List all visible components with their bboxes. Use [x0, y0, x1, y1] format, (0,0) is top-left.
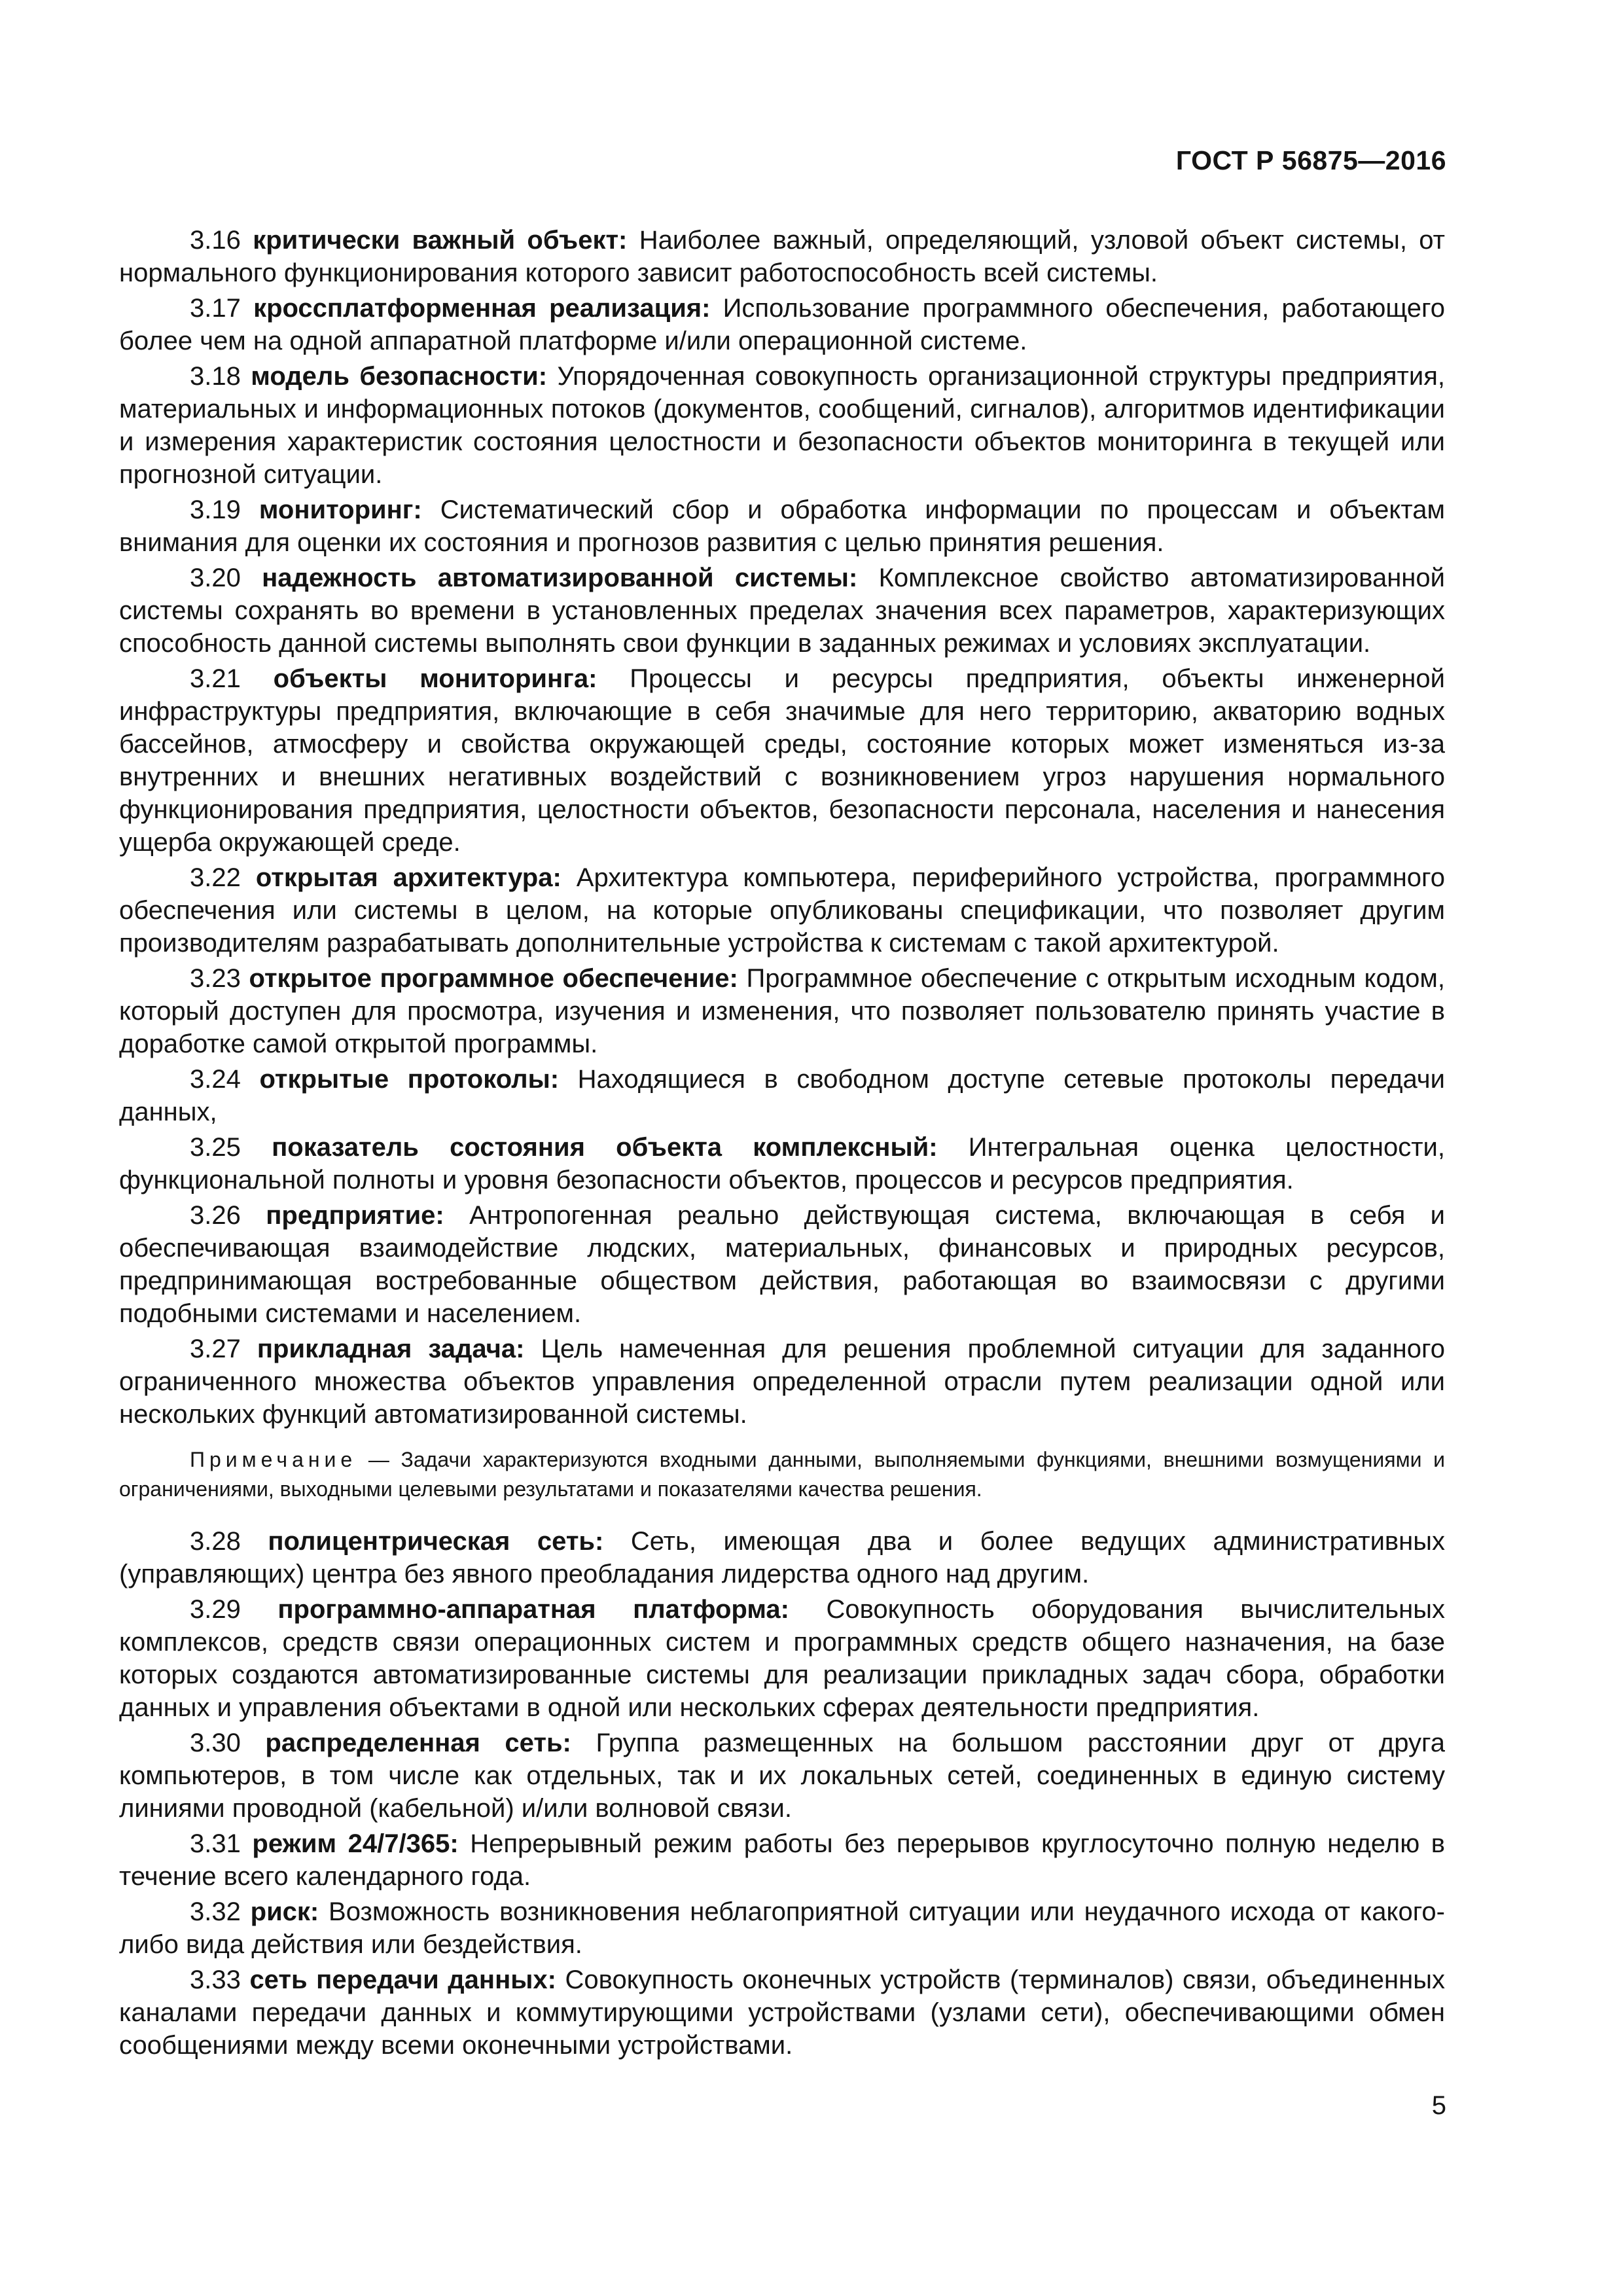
- term-title: предприятие:: [266, 1201, 444, 1230]
- term-definition: Наиболее важный, определяющий, узловой объект системы, от нормального функционирования которого зависит работоспособность всей системы.: [119, 226, 1445, 287]
- term-number: 3.16: [190, 226, 241, 255]
- term-number: 3.25: [190, 1133, 241, 1162]
- term-title: показатель состояния объекта комплексный:: [272, 1133, 938, 1162]
- term-title: режим 24/7/365:: [252, 1829, 459, 1858]
- term-entry-3-28: [119, 1525, 1445, 1590]
- note-block: [119, 1445, 1445, 1504]
- term-definition: Сеть, имеющая два и более ведущих административных (управляющих) центра без явного преобладания лидерства одного над другим.: [119, 1527, 1445, 1588]
- term-definition: Цель намеченная для решения проблемной ситуации для заданного ограниченного множества объектов управления определенной отрасли путем реализации одной или нескольких функций автоматизированной системы.: [119, 1335, 1445, 1429]
- term-definition: Процессы и ресурсы предприятия, объекты инженерной инфраструктуры предприятия, включающие в себя значимые для него территорию, акваторию водных бассейнов, атмосферу и свойства окружающей среды, состояние которых может изменяться из-за внутренних и внешних негативных воздействий с возникновением угроз нарушения нормального функционирования предприятия, целостности объектов, безопасности персонала, населения и нанесения ущерба окружающей среде.: [119, 664, 1445, 857]
- term-number: 3.32: [190, 1897, 241, 1926]
- term-title: сеть передачи данных:: [249, 1965, 556, 1994]
- term-definition: Использование программного обеспечения, работающего более чем на одной аппаратной платформе и/или операционной системе.: [119, 294, 1445, 355]
- term-entry-3-16: [119, 224, 1445, 289]
- term-entry-3-30: [119, 1727, 1445, 1825]
- term-number: 3.28: [190, 1527, 241, 1556]
- term-title: надежность автоматизированной системы:: [262, 564, 858, 592]
- note-label: Примечание: [190, 1448, 357, 1471]
- term-title: прикладная задача:: [257, 1335, 525, 1363]
- term-entry-3-27: [119, 1333, 1445, 1431]
- term-entry-3-29: [119, 1593, 1445, 1724]
- term-definition: Антропогенная реально действующая система, включающая в себя и обеспечивающая взаимодействие людских, материальных, финансовых и природных ресурсов, предпринимающая востребованные обществом действия, работающая во взаимосвязи с другими подобными системами и населением.: [119, 1201, 1445, 1328]
- term-entry-3-20: [119, 562, 1445, 660]
- term-definition: Архитектура компьютера, периферийного устройства, программного обеспечения или системы в целом, на которые опубликованы спецификации, что позволяет другим производителям разрабатывать дополнительные устройства к системам с такой архитектурой.: [119, 863, 1445, 958]
- term-title: кроссплатформенная реализация:: [253, 294, 711, 323]
- term-title: объекты мониторинга:: [273, 664, 597, 693]
- term-number: 3.30: [190, 1729, 241, 1757]
- term-definition: Упорядоченная совокупность организационной структуры предприятия, материальных и информационных потоков (документов, сообщений, сигналов), алгоритмов идентификации и измерения характеристик состояния целостности и безопасности объектов мониторинга в текущей или прогнозной ситуации.: [119, 362, 1445, 489]
- term-entry-3-25: [119, 1131, 1445, 1196]
- term-entry-3-19: [119, 493, 1445, 559]
- term-definition: Комплексное свойство автоматизированной системы сохранять во времени в установленных пределах значения всех параметров, характеризующих способность данной системы выполнять свои функции в заданных режимах и условиях эксплуатации.: [119, 564, 1445, 658]
- term-number: 3.17: [190, 294, 241, 323]
- term-number: 3.33: [190, 1965, 241, 1994]
- note-text: — Задачи характеризуются входными данными, выполняемыми функциями, внешними возмущениями и ограничениями, выходными целевыми результатами и показателями качества решения.: [119, 1448, 1446, 1501]
- term-number: 3.19: [190, 495, 241, 524]
- term-entry-3-18: [119, 360, 1445, 491]
- page-number: 5: [1431, 2091, 1446, 2120]
- term-title: открытая архитектура:: [255, 863, 562, 892]
- term-number: 3.26: [190, 1201, 241, 1230]
- term-entry-3-21: [119, 662, 1445, 859]
- term-definition: Группа размещенных на большом расстоянии друг от друга компьютеров, в том числе как отдельных, так и их локальных сетей, соединенных в единую систему линиями проводной (кабельной) и/или волновой связи.: [119, 1729, 1445, 1823]
- term-entry-3-17: [119, 292, 1445, 357]
- term-entry-3-32: [119, 1895, 1445, 1961]
- term-definition: Находящиеся в свободном доступе сетевые протоколы передачи данных,: [119, 1065, 1445, 1126]
- term-title: мониторинг:: [259, 495, 422, 524]
- term-number: 3.18: [190, 362, 241, 391]
- term-title: открытое программное обеспечение:: [249, 964, 738, 993]
- term-definition: Возможность возникновения неблагоприятной ситуации или неудачного исхода от какого-либо вида действия или бездействия.: [119, 1897, 1445, 1959]
- term-entry-3-23: [119, 962, 1445, 1060]
- term-entry-3-24: [119, 1063, 1445, 1128]
- term-number: 3.29: [190, 1595, 241, 1624]
- term-number: 3.27: [190, 1335, 241, 1363]
- document-header: ГОСТ Р 56875—2016: [1175, 145, 1446, 175]
- term-title: полицентрическая сеть:: [268, 1527, 604, 1556]
- term-entry-3-26: [119, 1199, 1445, 1330]
- term-number: 3.21: [190, 664, 241, 693]
- term-title: критически важный объект:: [253, 226, 628, 255]
- term-title: риск:: [250, 1897, 319, 1926]
- term-definition: Программное обеспечение с открытым исходным кодом, который доступен для просмотра, изучения и изменения, что позволяет пользователю принять участие в доработке самой открытой программы.: [119, 964, 1446, 1058]
- term-definition: Совокупность оконечных устройств (терминалов) связи, объединенных каналами передачи данных и коммутирующими устройствами (узлами сети), обеспечивающими обмен сообщениями между всеми оконечными устройствами.: [119, 1965, 1445, 2060]
- term-entry-3-31: [119, 1827, 1445, 1893]
- term-number: 3.31: [190, 1829, 241, 1858]
- term-number: 3.24: [190, 1065, 241, 1094]
- term-definition: Совокупность оборудования вычислительных комплексов, средств связи операционных систем и программных средств общего назначения, на базе которых создаются автоматизированные системы для реализации прикладных задач сбора, обработки данных и управления объектами в одной или нескольких сферах деятельности предприятия.: [119, 1595, 1445, 1722]
- term-entry-3-22: [119, 861, 1445, 960]
- term-entry-3-33: [119, 1964, 1445, 2062]
- term-definition: Непрерывный режим работы без перерывов круглосуточно полную неделю в течение всего календарного года.: [119, 1829, 1445, 1891]
- term-definition: Систематический сбор и обработка информации по процессам и объектам внимания для оценки их состояния и прогнозов развития с целью принятия решения.: [119, 495, 1445, 557]
- term-number: 3.23: [190, 964, 241, 993]
- term-number: 3.22: [190, 863, 241, 892]
- term-definition: Интегральная оценка целостности, функциональной полноты и уровня безопасности объектов, процессов и ресурсов предприятия.: [119, 1133, 1445, 1194]
- term-title: распределенная сеть:: [265, 1729, 571, 1757]
- term-number: 3.20: [190, 564, 241, 592]
- term-title: программно-аппаратная платформа:: [277, 1595, 789, 1624]
- terms-content: [119, 224, 1445, 2064]
- term-title: открытые протоколы:: [259, 1065, 560, 1094]
- term-title: модель безопасности:: [251, 362, 548, 391]
